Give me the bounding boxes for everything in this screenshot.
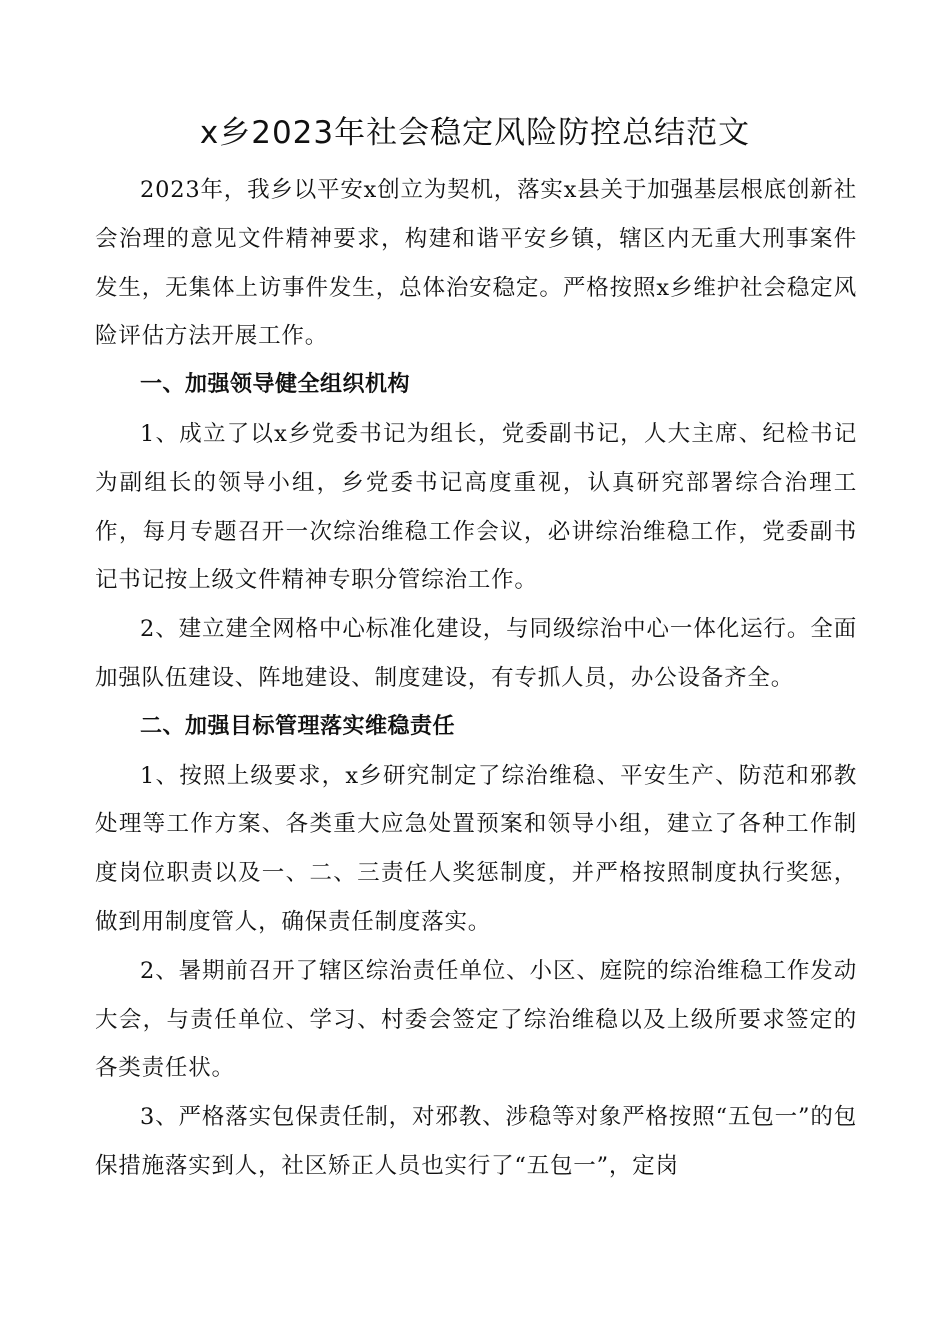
section-heading-1: 一、加强领导健全组织机构: [140, 372, 411, 398]
section-heading-2: 二、加强目标管理落实维稳责任: [140, 713, 456, 739]
document-body: [95, 166, 857, 1191]
section-2-paragraph-1: 1、按照上级要求，x乡研究制定了综治维稳、平安生产、防范和邪教处理等工作方案、各类重大应急处置预案和领导小组，建立了各种工作制度岗位职责以及一、二、三责任人奖惩制度，并严格按照制度执行奖惩，做到用制度管人，确保责任制度落实。: [95, 762, 857, 935]
section-1-paragraph-2: 2、建立建全网格中心标准化建设，与同级综治中心一体化运行。全面加强队伍建设、阵地建设、制度建设，有专抓人员，办公设备齐全。: [95, 616, 857, 691]
intro-paragraph: 2023年，我乡以平安x创立为契机，落实x县关于加强基层根底创新社会治理的意见文件精神要求，构建和谐平安乡镇，辖区内无重大刑事案件发生，无集体上访事件发生，总体治安稳定。严格按照x乡维护社会稳定风险评估方法开展工作。: [95, 177, 857, 350]
document-title: x乡2023年社会稳定风险防控总结范文: [199, 115, 751, 151]
section-2-paragraph-3: 3、严格落实包保责任制，对邪教、涉稳等对象严格按照“五包一”的包保措施落实到人，社区矫正人员也实行了“五包一”，定岗: [95, 1104, 857, 1179]
section-1-paragraph-1: 1、成立了以x乡党委书记为组长，党委副书记，人大主席、纪检书记为副组长的领导小组，乡党委书记高度重视，认真研究部署综合治理工作，每月专题召开一次综治维稳工作会议，必讲综治维稳工作，党委副书记书记按上级文件精神专职分管综治工作。: [95, 420, 857, 594]
section-2-paragraph-2: 2、暑期前召开了辖区综治责任单位、小区、庭院的综治维稳工作发动大会，与责任单位、学习、村委会签定了综治维稳以及上级所要求签定的各类责任状。: [95, 957, 857, 1082]
